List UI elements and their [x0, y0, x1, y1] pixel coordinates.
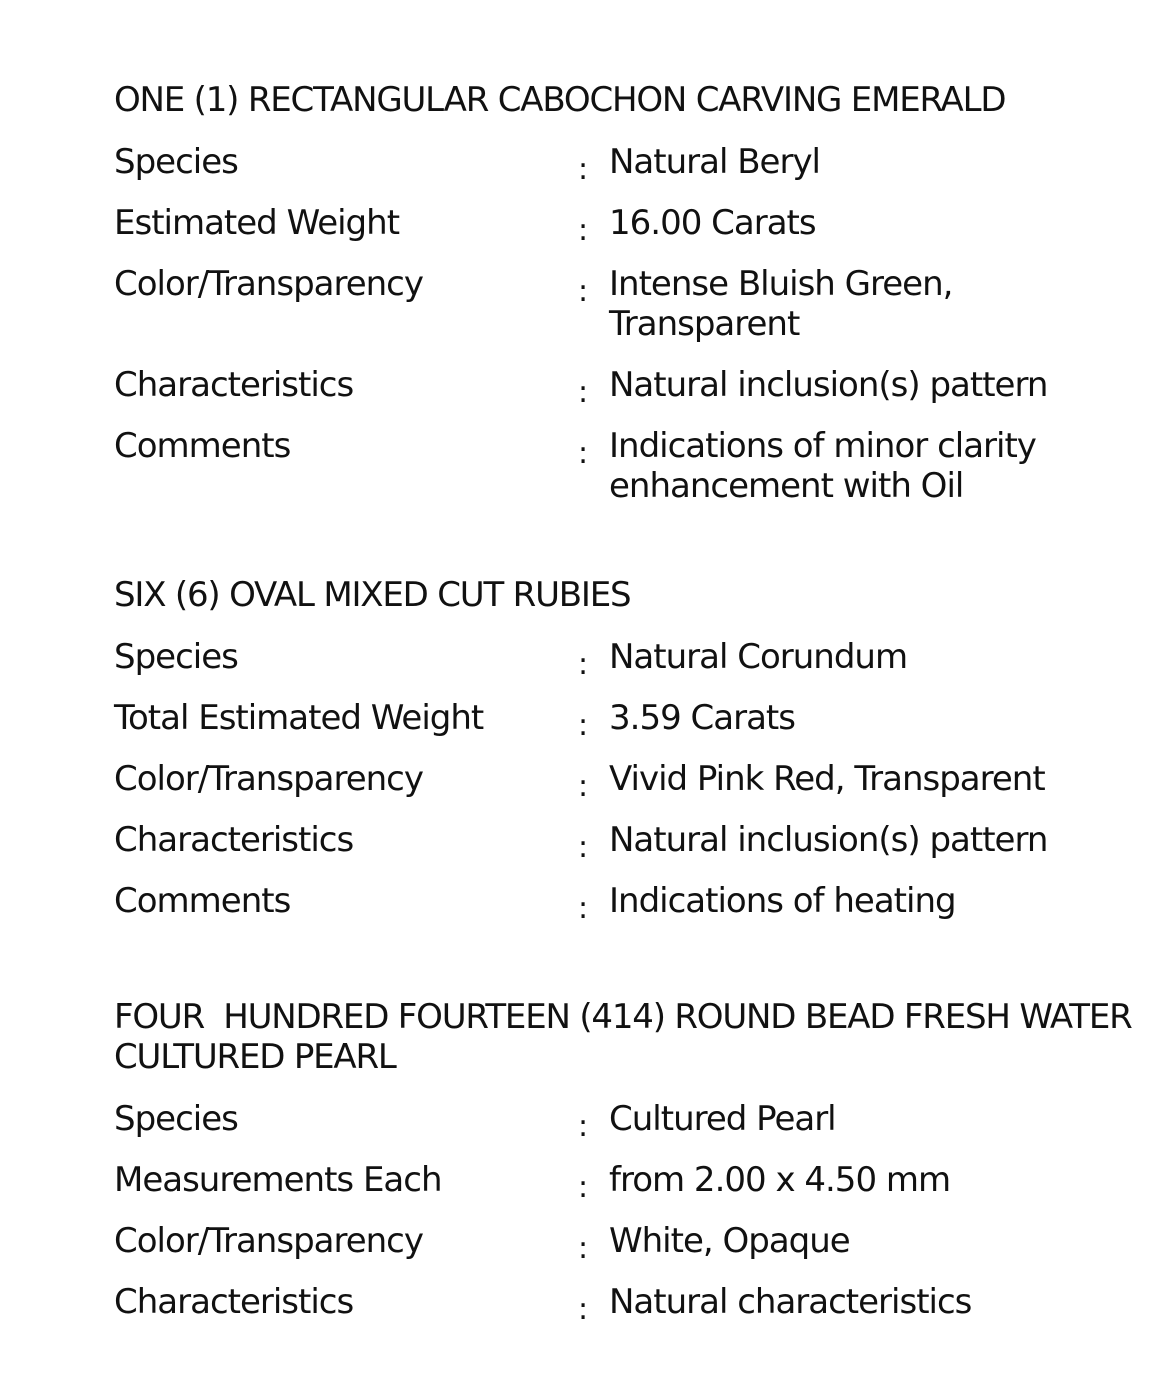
detail-label: Color/Transparency	[114, 264, 424, 304]
detail-value: Cultured Pearl	[609, 1099, 836, 1139]
detail-row-species	[114, 1099, 1164, 1144]
detail-label: Measurements Each	[114, 1160, 442, 1200]
detail-separator: :	[578, 1292, 589, 1327]
detail-row-weight	[114, 203, 1164, 248]
detail-label: Comments	[114, 881, 291, 921]
detail-separator: :	[578, 769, 589, 804]
detail-separator: :	[578, 1170, 589, 1205]
detail-label: Species	[114, 142, 238, 182]
detail-separator: :	[578, 274, 589, 309]
section-emerald	[114, 80, 1164, 506]
detail-row-comments	[114, 881, 1164, 926]
detail-separator: :	[578, 708, 589, 743]
detail-label: Characteristics	[114, 1282, 354, 1322]
detail-value: from 2.00 x 4.50 mm	[609, 1160, 951, 1200]
detail-separator: :	[578, 891, 589, 926]
section-title: SIX (6) OVAL MIXED CUT RUBIES	[114, 575, 631, 615]
detail-separator: :	[578, 830, 589, 865]
detail-value: Indications of heating	[609, 881, 956, 921]
detail-value: 16.00 Carats	[609, 203, 816, 243]
detail-label: Comments	[114, 426, 291, 466]
detail-row-characteristics	[114, 820, 1164, 865]
detail-label: Estimated Weight	[114, 203, 400, 243]
detail-value: Vivid Pink Red, Transparent	[609, 759, 1045, 799]
detail-value: Natural characteristics	[609, 1282, 972, 1322]
detail-separator: :	[578, 647, 589, 682]
detail-value: Intense Bluish Green, Transparent	[609, 264, 953, 344]
detail-row-characteristics	[114, 365, 1164, 410]
detail-label: Characteristics	[114, 820, 354, 860]
detail-row-weight	[114, 698, 1164, 743]
detail-row-color	[114, 759, 1164, 804]
section-title: ONE (1) RECTANGULAR CABOCHON CARVING EMERALD	[114, 80, 1006, 120]
detail-value: Natural Corundum	[609, 637, 908, 677]
section-title: FOUR HUNDRED FOURTEEN (414) ROUND BEAD FRESH WATER CULTURED PEARL	[114, 997, 1142, 1077]
detail-value: White, Opaque	[609, 1221, 850, 1261]
detail-separator: :	[578, 1109, 589, 1144]
detail-separator: :	[578, 1231, 589, 1266]
detail-value: Natural inclusion(s) pattern	[609, 820, 1048, 860]
detail-list	[114, 142, 1164, 506]
detail-row-color	[114, 264, 1164, 344]
detail-row-measurements	[114, 1160, 1164, 1205]
detail-list	[114, 637, 1164, 926]
detail-label: Color/Transparency	[114, 1221, 424, 1261]
detail-label: Total Estimated Weight	[114, 698, 484, 738]
detail-separator: :	[578, 436, 589, 471]
detail-label: Species	[114, 637, 238, 677]
detail-value: Indications of minor clarity enhancement with Oil	[609, 426, 1036, 506]
detail-row-species	[114, 637, 1164, 682]
section-rubies	[114, 575, 1164, 926]
detail-label: Color/Transparency	[114, 759, 424, 799]
detail-value: 3.59 Carats	[609, 698, 795, 738]
detail-row-comments	[114, 426, 1164, 506]
detail-separator: :	[578, 213, 589, 248]
detail-row-species	[114, 142, 1164, 187]
detail-separator: :	[578, 152, 589, 187]
detail-label: Characteristics	[114, 365, 354, 405]
detail-separator: :	[578, 375, 589, 410]
detail-row-characteristics	[114, 1282, 1164, 1327]
detail-row-color	[114, 1221, 1164, 1266]
detail-label: Species	[114, 1099, 238, 1139]
detail-list	[114, 1099, 1164, 1327]
section-pearls	[114, 997, 1164, 1327]
detail-value: Natural inclusion(s) pattern	[609, 365, 1048, 405]
detail-value: Natural Beryl	[609, 142, 821, 182]
